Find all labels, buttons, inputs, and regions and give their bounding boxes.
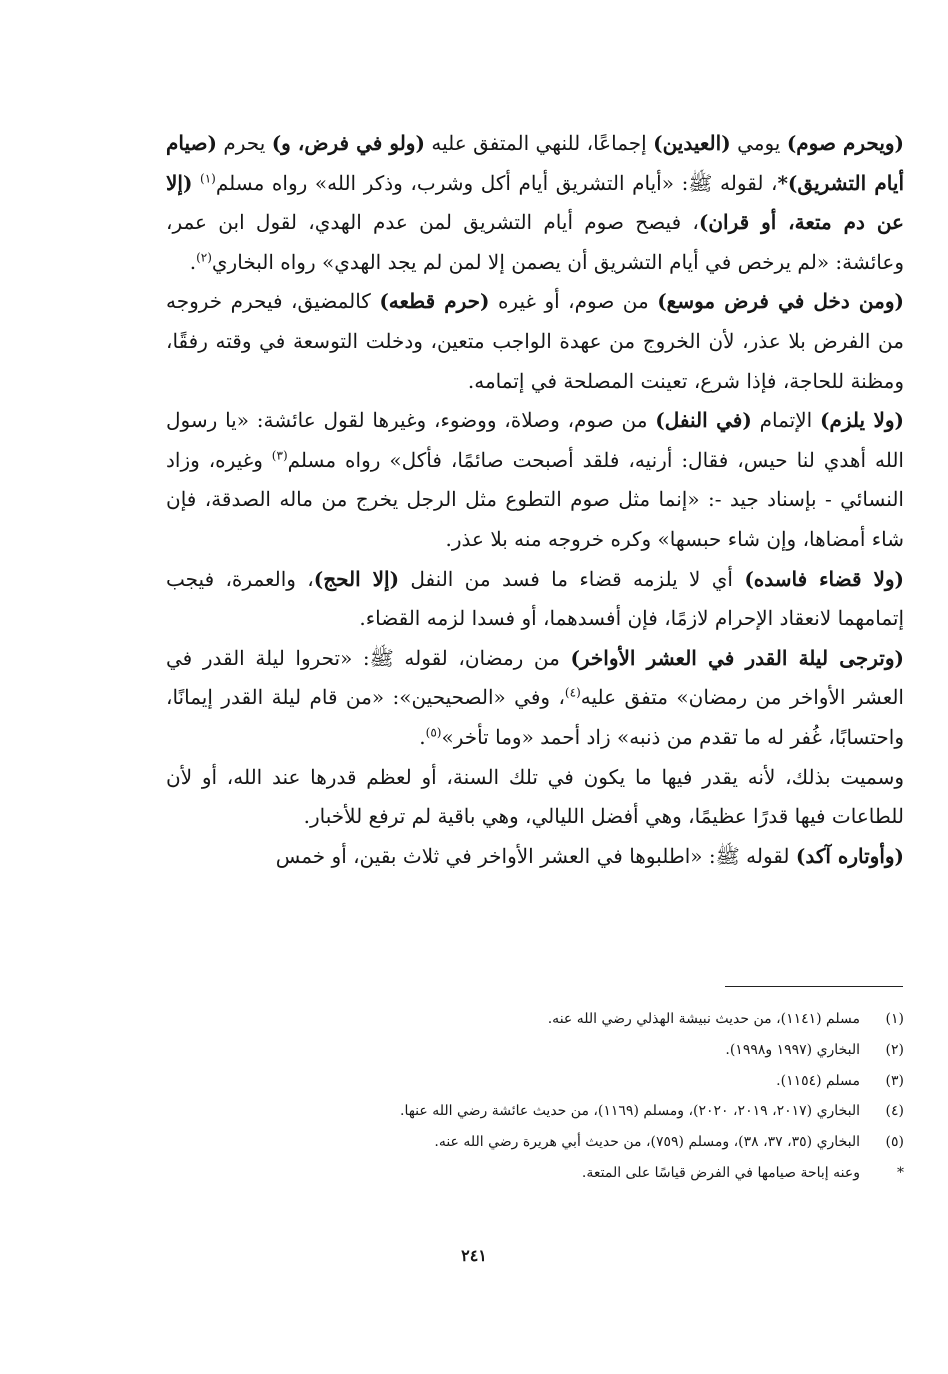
matn-text: (وأوتاره آكد) [795,843,904,868]
matn-text: (حرم قطعه) [379,289,490,314]
footnote-text: البخاري (١٩٩٧ و١٩٩٨). [725,1041,860,1058]
commentary-text: كالمضيق، فيحرم خروجه من الفرض بلا عذر، لأن الخروج من عهدة الواجب متعين، ودخلت التوسعة في وقته رفقًا، ومظنة للحاجة، فإذا شرع، تعينت المصلحة في إتمامه. [166,289,904,393]
footnote-item [160,1096,904,1127]
commentary-text: ، لقوله ﷺ: «أيام التشريق أيام أكل وشرب، وذكر الله» رواه مسلم [215,170,778,195]
footnote-text: البخاري (٣٥، ٣٧، ٣٨)، ومسلم (٧٥٩)، من حديث أبي هريرة رضي الله عنه. [434,1134,860,1151]
commentary-text [192,171,200,195]
commentary-text: ، والعمرة، فيجب إتمامهما لانعقاد الإحرام لازمًا، فإن أفسدهما، أو فسدا لزمه القضاء. [166,566,904,631]
paragraph-2 [166,282,904,401]
footnote-number: (٤) [885,1103,904,1120]
footnote-item [160,1127,904,1158]
matn-text: (إلا عن دم متعة، أو قران) [166,170,904,235]
paragraph-4 [166,560,904,639]
footnote-number: (٣) [885,1072,904,1089]
matn-text: (ولو في فرض، و) [271,131,425,155]
footnote-ref: (١) [200,170,216,185]
footnote-number: (٢) [885,1041,904,1058]
commentary-text: لقوله ﷺ: «اطلبوها في العشر الأواخر في ثلاث بقين، أو خمس [275,843,796,868]
commentary-text: يومي [730,131,787,155]
paragraph-5 [166,639,904,758]
commentary-text: وغيره، وزاد النسائي - بإسناد جيد -: «إنما مثل صوم التطوع مثل الرجل يخرج من ماله الصدقة، فإن شاء أمضاها، وإن شاء حبسها» وكره خروجه منه بلا عذر. [166,447,904,551]
commentary-text: يحرم [216,131,272,155]
footnote-number: (١) [885,1011,904,1027]
footnote-text: وعنه إباحة صيامها في الفرض قياسًا على المتعة. [581,1164,860,1181]
paragraph-7 [166,837,904,877]
commentary-text: . [419,724,426,749]
matn-text: (في النفل) [655,408,752,433]
commentary-text: ، فيصح صوم أيام التشريق لمن عدم الهدي، لقول ابن عمر، وعائشة: «لم يرخص في أيام التشريق أن يصمن إلا لمن لم يجد الهدي» رواه البخاري [166,210,904,274]
footnote-ref: (٤) [564,685,581,700]
commentary-text: إجماعًا، للنهي المتفق عليه [424,131,654,155]
matn-text: (إلا الحج) [313,566,400,591]
paragraph-6 [166,758,904,837]
footnote-text: البخاري (٢٠١٧، ٢٠١٩، ٢٠٢٠)، ومسلم (١١٦٩)، من حديث عائشة رضي الله عنها. [400,1103,860,1120]
matn-text: (العيدين) [653,131,731,155]
matn-text: (وترجى ليلة القدر في العشر الأواخر) [570,645,904,670]
matn-text: (ويحرم صوم) [786,131,905,155]
matn-text: (ولا يلزم) [820,408,905,433]
footnote-ref: (٥) [425,725,442,740]
footnote-item [160,1066,904,1097]
paragraph-1 [166,124,904,282]
footnote-text: مسلم (١١٤١)، من حديث نبيشة الهذلي رضي الله عنه. [547,1011,860,1027]
commentary-text: من صوم، أو غيره [489,289,658,314]
commentary-text: ، وفي «الصحيحين»: «من قام ليلة القدر إيمانًا، واحتسابًا، غُفر له ما تقدم من ذنبه» زاد أحمد «وما تأخر» [166,685,904,749]
matn-text: (صيام أيام التشريق)* [166,131,904,195]
footnote-item [160,1004,904,1035]
commentary-text: من صوم، وصلاة، ووضوء، وغيرها لقول عائشة: «يا رسول الله أهدي لنا حيس، فقال: أرنيه، فلقد أصبحت صائمًا، فأكل» رواه مسلم [166,408,904,472]
footnote-asterisk: * [897,1164,904,1181]
commentary-text: . [189,249,197,274]
commentary-text: وسميت بذلك، لأنه يقدر فيها ما يكون في تلك السنة، أو لعظم قدرها عند الله، أو لأن للطاعات فيها قدرًا عظيمًا، وهي أفضل الليالي، وهي باقية لم ترفع للأخبار. [166,764,904,829]
commentary-text: الإتمام [751,408,820,433]
paragraph-3 [166,401,904,559]
footnote-ref: (٢) [196,250,212,265]
footnote-item [160,1158,904,1189]
matn-text: (ولا قضاء فاسده) [744,566,904,591]
footnote-text: مسلم (١١٥٤). [776,1072,860,1089]
footnote-item [160,1035,904,1066]
matn-text: (ومن دخل في فرض موسع) [657,289,904,314]
main-text [166,124,904,876]
footnote-ref: (٣) [271,448,288,463]
footnotes [160,1004,904,1189]
page-number: ٢٤١ [461,1246,487,1265]
commentary-text: أي لا يلزمه قضاء ما فسد من النفل [399,566,745,591]
footnote-number: (٥) [885,1134,904,1151]
footnote-separator [725,986,903,987]
commentary-text: من رمضان، لقوله ﷺ: «تحروا ليلة القدر في العشر الأواخر من رمضان» متفق عليه [166,645,904,710]
